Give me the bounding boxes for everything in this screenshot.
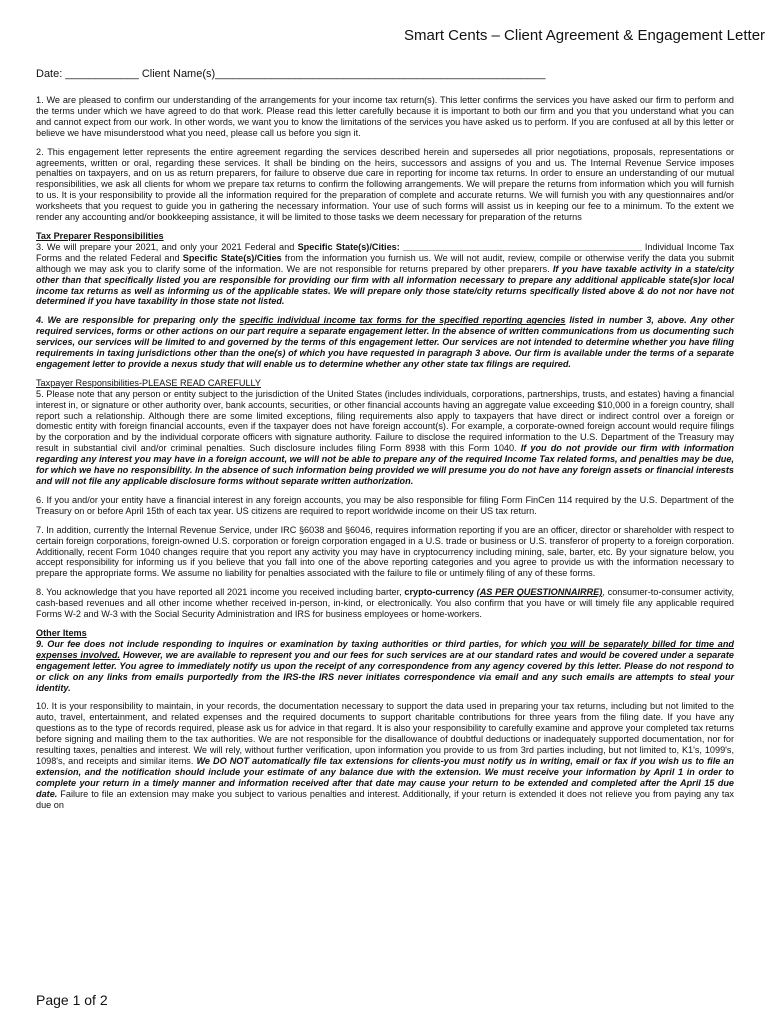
p10-emphasis: We DO NOT automatically file tax extensions for clients-you must notify us in writing, email or fax if you wish us to file an extension, and the notification should include your estimate of any balance due with the extension. We must receive your information by April 1 in order to complete your return in a timely manner and information received after that date may cause your return to be extended and completed after the April 15 due date.: [36, 755, 734, 799]
p4-text-c: listed in number 3, above. Any other required services, forms or other actions on our part require a separate engagement letter. In the absence of written communications from us documenting such services, our services will be limited to and governed by the terms of this engagement letter. Our services are not intended to determine whether you have filing requirements in taxing jurisdictions other than the one(s) of which you have requested in paragraph 3 above. Our firm is available under the terms of a separate engagement letter to provide a nexus study that will enable us to determine whether any other state tax filings are required.: [36, 315, 734, 369]
p8-questionnaire: (AS PER QUESTIONNAIRRE): [476, 587, 603, 598]
p8-text-d: , consumer-to-consumer activity, cash-based revenues and all other income whether received in-person, in-kind, or electronically. You also confirm that you have or will timely file any applicable required Forms W-2 and W-3 with the Social Security Administration and IRS for business employees or home-workers.: [36, 587, 734, 620]
p10-text-a: 10. It is your responsibility to maintain, in your records, the documentation necessary to support the data used in preparing your tax returns, including but not limited to the auto, travel, entertainment, and related expenses and the required documents to support charitable contributions for three years from the filing date. If you have any questions as to the type of records required, please ask us for advice in that regard. It is also your responsibility to carefully examine and approve your completed tax returns before signing and mailing them to the tax authorities. We are not responsible for the disallowance of doubtful deductions or inadequately supported documentation, nor for resulting taxes, penalties and interest. We will rely, without further verification, upon information you provide to us from 3rd parties including, but not limited to, K1's, 1099's, 1098's, and receipts and similar items.: [36, 701, 734, 766]
paragraph-9: [36, 639, 734, 694]
p3-states-cities-ref: Specific State(s)/Cities: [182, 252, 282, 263]
p3-states-cities: Specific State(s)/Cities: _______________________________________________: [297, 241, 642, 252]
paragraph-3: [36, 242, 734, 307]
heading-taxpayer: Taxpayer Responsibilities-PLEASE READ CAREFULLY: [36, 377, 261, 388]
paragraph-10: [36, 701, 734, 810]
p10-text-c: Failure to file an extension may make you subject to various penalties and interest. Additionally, if your return is extended it does not relieve you from paying any tax due on: [36, 788, 734, 810]
p8-text-a: 8. You acknowledge that you have reported all 2021 income you received including barter,: [36, 587, 405, 598]
paragraph-2: 2. This engagement letter represents the entire agreement regarding the services described herein and supersedes all prior negotiations, proposals, representations or agreements, written or oral, regarding these services. It shall be binding on the heirs, successors and assigns of you and us. The Internal Revenue Service imposes penalties on taxpayers, and on us as return preparers, for failure to observe due care in reporting for income tax returns. In order to ensure an understanding of our mutual responsibilities, we ask all clients for whom we prepare tax returns to confirm the following arrangements. We will prepare the returns from information which you will furnish to us. It is your responsibility to provide all the information required for the preparation of complete and accurate returns. We will furnish you with any questionnaires and/or worksheets that you request to guide you in gathering the necessary information. Your use of such forms will assist us in keeping our fee to a minimum. To the extent we render any accounting and/or bookkeeping assistance, it will be limited to those tasks we deem necessary for preparation of the returns: [36, 146, 734, 223]
paragraph-5: [36, 389, 734, 487]
paragraph-6: 6. If you and/or your entity have a financial interest in any foreign accounts, you may be also responsible for filing Form FinCen 114 required by the U.S. Department of the Treasury on or before April 15th of each tax year. US citizens are required to report worldwide income on their US tax return.: [36, 494, 734, 516]
paragraph-8: [36, 587, 734, 620]
p3-text-e: from the information you furnish us. We will not audit, review, compile or otherwise verify the data you submit although we may ask you to clarify some of the information. We are not responsible for returns prepared by other preparers.: [36, 252, 734, 274]
paragraph-4: [36, 315, 734, 370]
date-client-line: Date: ____________ Client Name(s)______________________________________________________: [36, 68, 546, 80]
document-body: [36, 95, 734, 818]
page-number: Page 1 of 2: [36, 992, 108, 1008]
p4-underlined: specific individual income tax forms for the specified reporting agencies: [239, 315, 566, 326]
p9-underlined: you will be separately billed for time and expenses involved.: [36, 638, 734, 660]
p9-text-c: However, we are available to represent you and our fees for such services are at our standard rates and would be covered under a separate engagement letter. You agree to immediately notify us upon the receipt of any correspondence from any agency covered by this letter. Please do not respond to or click on any links from emails purportedly from the IRS-the IRS never initiates correspondence via email and any such emails are attempts to steal your identity.: [36, 649, 734, 693]
p5-text-a: 5. Please note that any person or entity subject to the jurisdiction of the United States (includes individuals, corporations, partnerships, trusts, and estates) having a financial interest in, or signature or other authority over, bank accounts, securities, or other financial accounts having an aggregate value exceeding $10,000 in a foreign country, shall report such a relationship. Although there are some limited exceptions, filing requirements also apply to taxpayers that have direct or indirect control over a foreign or domestic entity with foreign financial accounts, even if the taxpayer does not have foreign account(s). For example, a corporate-owned foreign account would require filings by the corporation and by the individual corporate officers with signature authority. Failure to disclose the required information to the U.S. Department of the Treasury may result in substantial civil and/or criminal penalties. Such disclosure includes filing Form 8938 with this Form 1040.: [36, 388, 734, 454]
p5-emphasis: If you do not provide our firm with information regarding any interest you may have in a foreign account, we will not be able to prepare any of the required Income Tax related forms, and penalties may be due, for which we have no responsibility. In the absence of such information being provided we will presume you do not have any foreign assets or financial interests and will not file any applicable disclosure forms without separate written authorization.: [36, 443, 734, 486]
paragraph-7: 7. In addition, currently the Internal Revenue Service, under IRC §6038 and §6046, requires information reporting if you are an officer, director or shareholder with respect to certain foreign corporations, foreign-owned U.S. corporation or foreign corporation engaged in a U.S. trade or business or U.S. transferor of property to a foreign corporation. Additionally, recent Form 1040 changes require that you report any activity you may have in cryptocurrency including mining, sale, barter, etc. By your signature below, you accept responsibility for informing us if you believe that you fall into one of the above reporting categories and you agree to provide us with the information necessary to prepare the appropriate forms. We assume no liability for penalties associated with the failure to file or untimely filing of any of these forms.: [36, 524, 734, 579]
heading-tax-preparer: Tax Preparer Responsibilities: [36, 230, 164, 241]
p3-emphasis: If you have taxable activity in a state/city other than that specifically listed you are responsible for providing our firm with all information necessary to prepare any additional applicable state(s)or local income tax returns as well as informing us of the applicable states. We will prepare only those state/city returns specifically listed above & do not nor have not determined if you have taxability in those state not listed.: [36, 263, 734, 307]
p4-text-a: 4. We are responsible for preparing only the: [36, 315, 240, 326]
heading-other-items: Other Items: [36, 627, 87, 638]
document-title: Smart Cents – Client Agreement & Engagement Letter: [404, 27, 766, 44]
p3-text-a: 3. We will prepare your 2021, and only your 2021 Federal and: [36, 241, 298, 252]
p3-text-c: Individual Income Tax Forms and the related Federal and: [36, 241, 734, 263]
p8-crypto: crypto-currency: [404, 587, 474, 598]
p9-text-a: 9. Our fee does not include responding to inquires or examination by taxing authorities or third parties, for which: [36, 638, 551, 649]
paragraph-1: 1. We are pleased to confirm our understanding of the arrangements for your income tax return(s). This letter confirms the services you have asked our firm to perform and the terms under which we have agreed to do that work. Please read this letter carefully because it is important to both our firm and you that you understand what you can and cannot expect from our work. In other words, we want you to know the limitations of the services you have asked us to perform. If you are confused at all by this letter or believe we have misunderstood what you need, please call us before you sign it.: [36, 95, 734, 138]
